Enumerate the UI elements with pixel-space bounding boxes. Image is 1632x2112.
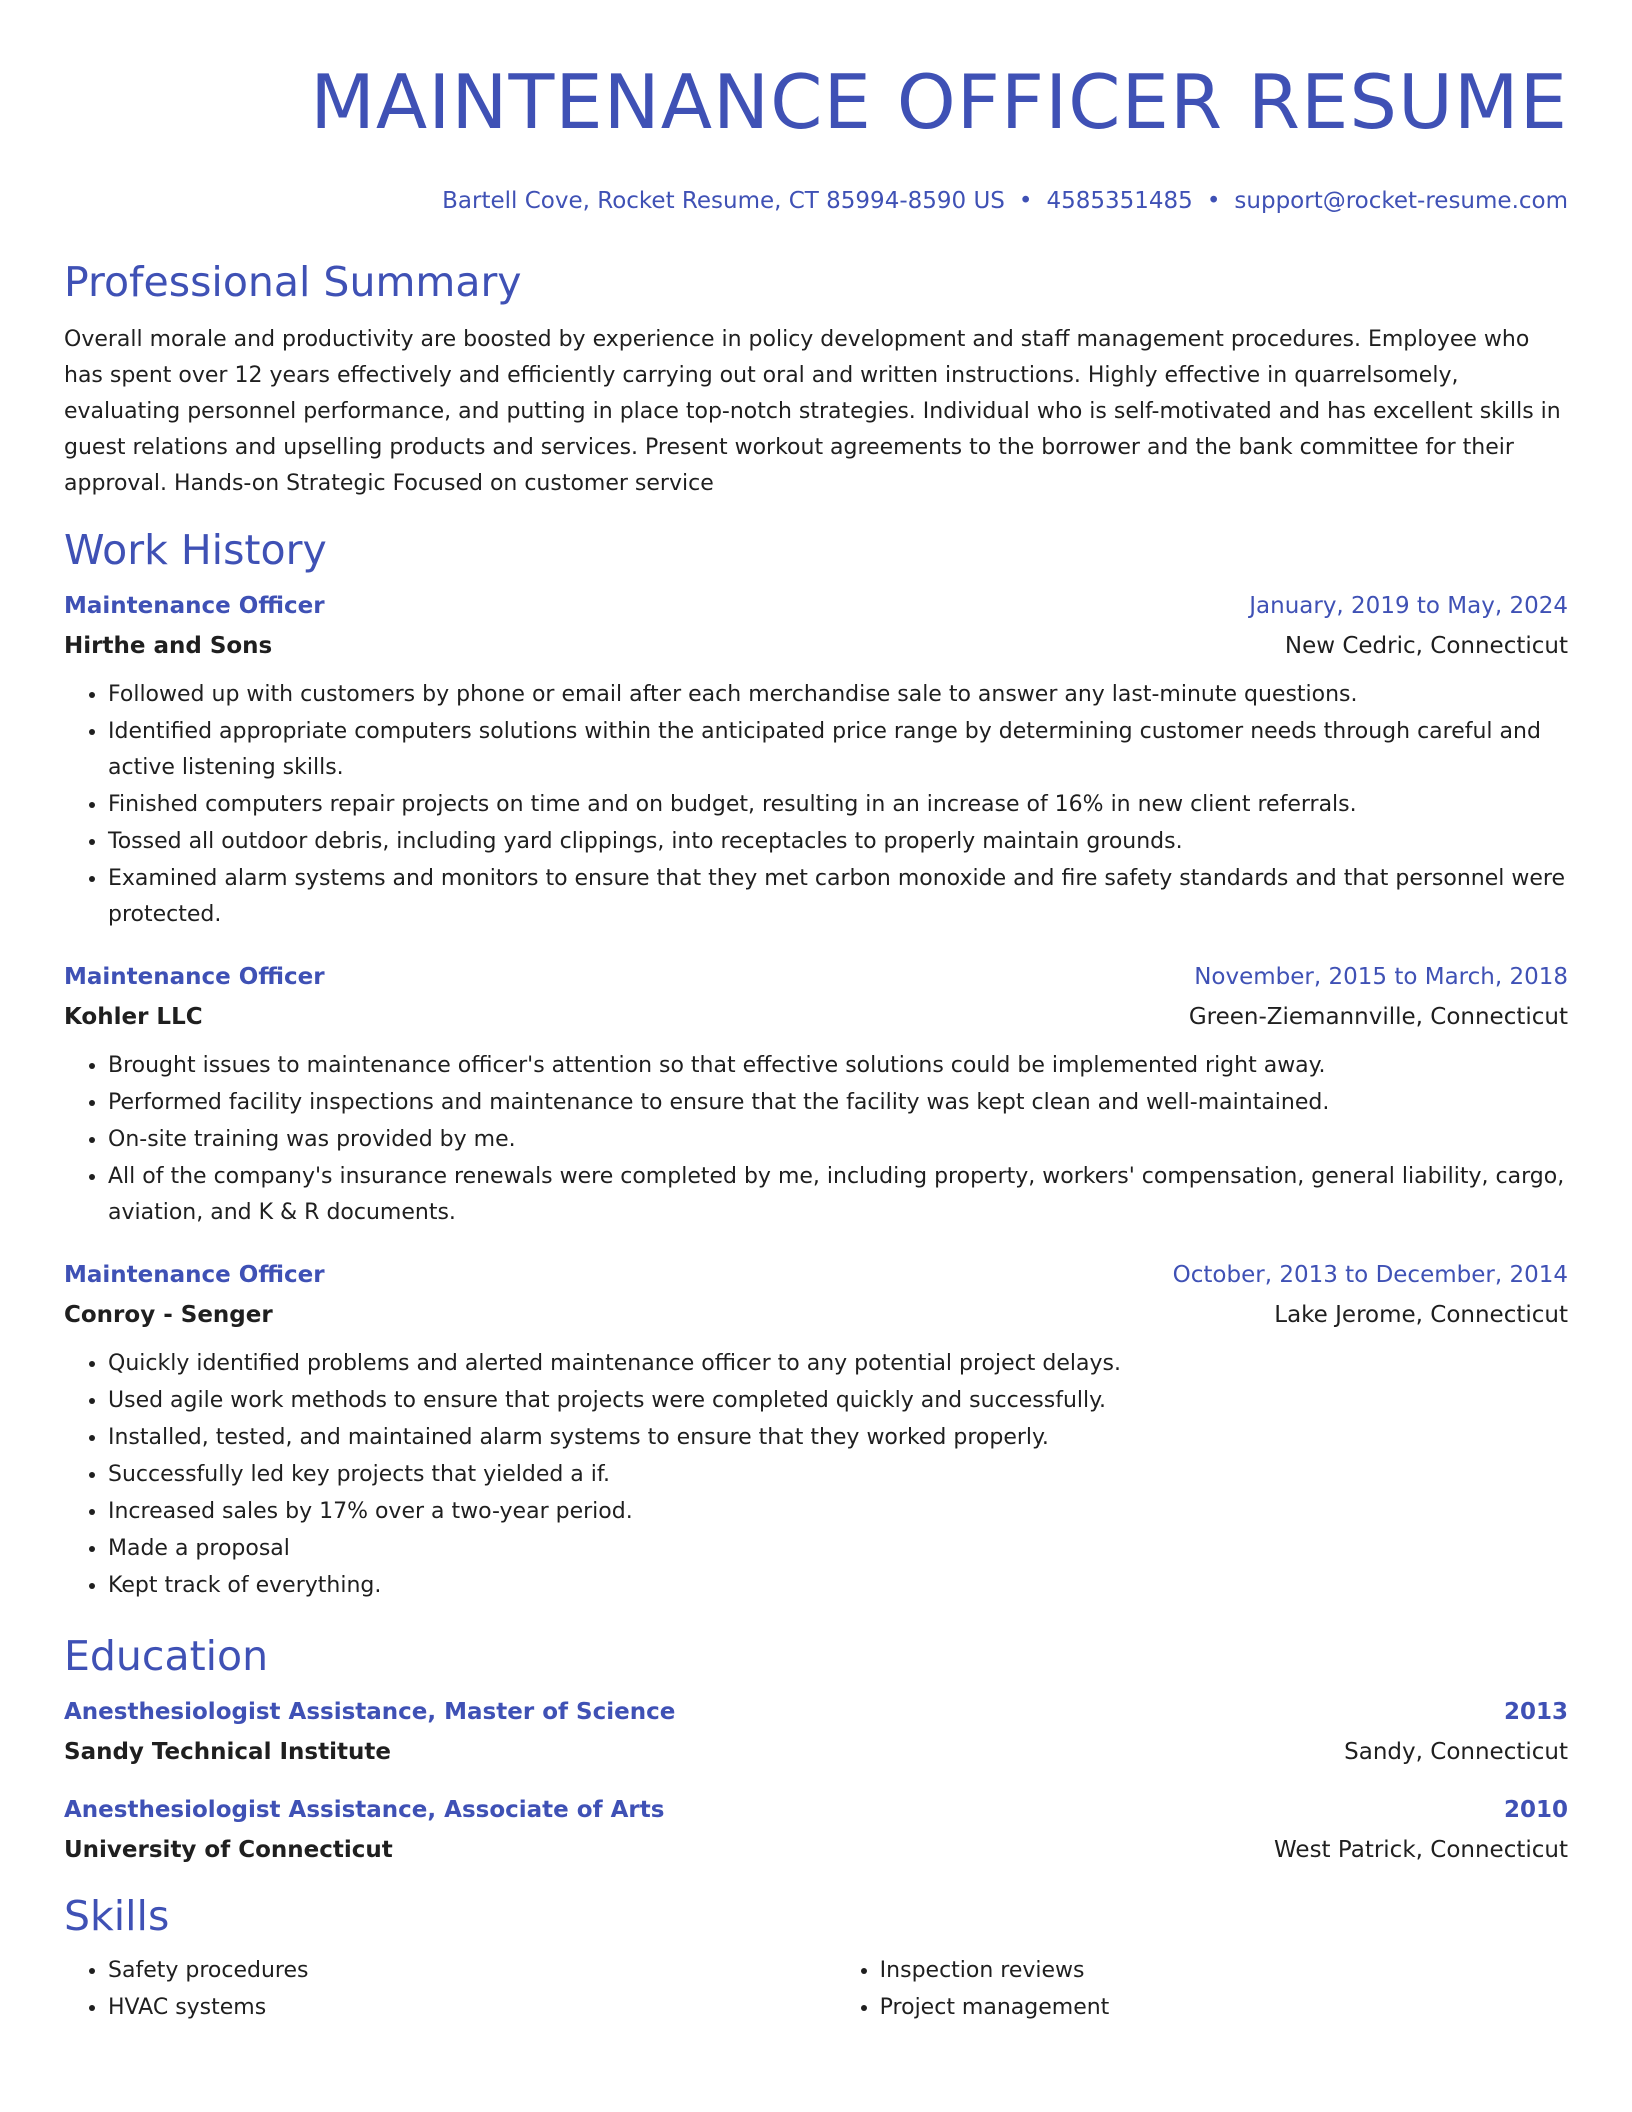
job-duty: • Used agile work methods to ensure that projects were completed quickly and successfully. (108, 1382, 1568, 1419)
skills-grid (64, 1952, 1568, 2026)
skills-list-left (64, 1952, 836, 2026)
skill-item: • Inspection reviews (880, 1952, 1568, 1989)
education-school: Sandy Technical Institute (64, 1739, 391, 1765)
job-company-row (64, 630, 1568, 662)
job-duties-list (64, 676, 1568, 933)
job-duty: • Kept track of everything. (108, 1567, 1568, 1604)
education-year: 2013 (1503, 1699, 1568, 1725)
job-header-row (64, 961, 1568, 993)
skills-heading: Skills (64, 1892, 170, 1940)
resume-title: MAINTENANCE OFFICER RESUME (310, 58, 1568, 146)
education-heading: Education (64, 1632, 269, 1680)
skill-item: • Safety procedures (108, 1952, 836, 1989)
job-duties-list (64, 1345, 1568, 1604)
job-duty: • Made a proposal (108, 1530, 1568, 1567)
skills-list-right (836, 1952, 1568, 2026)
job-company-row (64, 1001, 1568, 1033)
job-duty: • Examined alarm systems and monitors to ensure that they met carbon monoxide and fire safety standards and that personnel were protected. (108, 860, 1568, 933)
job-dates: November, 2015 to March, 2018 (1194, 964, 1568, 990)
job-duty: • Followed up with customers by phone or email after each merchandise sale to answer any last-minute questions. (108, 676, 1568, 713)
education-school-row (64, 1736, 1568, 1768)
education-school: University of Connecticut (64, 1837, 393, 1863)
contact-address: Bartell Cove, Rocket Resume, CT 85994-8590 US (442, 188, 1005, 214)
summary-heading: Professional Summary (64, 258, 522, 306)
skill-item: • Project management (880, 1989, 1568, 2026)
job-duty: • Increased sales by 17% over a two-year period. (108, 1493, 1568, 1530)
job-location: Green-Ziemannville, Connecticut (1188, 1004, 1568, 1030)
job-dates: October, 2013 to December, 2014 (1172, 1262, 1568, 1288)
education-year: 2010 (1503, 1797, 1568, 1823)
job-duties-list (64, 1047, 1568, 1231)
job-company: Hirthe and Sons (64, 633, 273, 659)
job-duty: • Identified appropriate computers solutions within the anticipated price range by determining customer needs through careful and active listening skills. (108, 713, 1568, 786)
job-company: Kohler LLC (64, 1004, 203, 1030)
education-location: Sandy, Connecticut (1344, 1739, 1568, 1765)
education-entry (64, 1794, 1568, 1866)
contact-line (64, 186, 1568, 216)
job-location: New Cedric, Connecticut (1284, 633, 1568, 659)
contact-phone: 4585351485 (1046, 188, 1193, 214)
education-header-row (64, 1794, 1568, 1826)
job-title: Maintenance Officer (64, 593, 325, 619)
skill-item: • HVAC systems (108, 1989, 836, 2026)
summary-text: Overall morale and productivity are boosted by experience in policy development and staff management procedures. Employee who has spent over 12 years effectively and efficiently carrying out oral and written instructions. Highly effective in quarrelsomely, evaluating personnel performance, and putting in place top-notch strategies. Individual who is self-motivated and has excellent skills in guest relations and upselling products and services. Present workout agreements to the borrower and the bank committee for their approval. Hands-on Strategic Focused on customer service (64, 327, 1561, 496)
education-entry (64, 1696, 1568, 1768)
job-company: Conroy - Senger (64, 1302, 273, 1328)
job-entry (64, 590, 1568, 933)
job-duty: • Tossed all outdoor debris, including yard clippings, into receptacles to properly maintain grounds. (108, 823, 1568, 860)
job-location: Lake Jerome, Connecticut (1274, 1302, 1568, 1328)
job-title: Maintenance Officer (64, 964, 325, 990)
work-history-heading: Work History (64, 526, 327, 574)
job-duty: • On-site training was provided by me. (108, 1121, 1568, 1158)
job-duty: • Finished computers repair projects on time and on budget, resulting in an increase of 16% in new client referrals. (108, 786, 1568, 823)
job-entry (64, 1259, 1568, 1604)
job-duty: • Quickly identified problems and alerted maintenance officer to any potential project delays. (108, 1345, 1568, 1382)
education-degree: Anesthesiologist Assistance, Associate of Arts (64, 1797, 665, 1823)
education-location: West Patrick, Connecticut (1274, 1837, 1568, 1863)
contact-email: support@rocket-resume.com (1234, 188, 1568, 214)
job-dates: January, 2019 to May, 2024 (1249, 593, 1568, 619)
contact-separator: • (1206, 188, 1221, 214)
job-duty: • Brought issues to maintenance officer's attention so that effective solutions could be implemented right away. (108, 1047, 1568, 1084)
job-duty: • Successfully led key projects that yielded a if. (108, 1456, 1568, 1493)
job-entry (64, 961, 1568, 1231)
education-degree: Anesthesiologist Assistance, Master of Science (64, 1699, 676, 1725)
job-duty: • All of the company's insurance renewals were completed by me, including property, workers' compensation, general liability, cargo, aviation, and K & R documents. (108, 1158, 1568, 1231)
job-duty: • Performed facility inspections and maintenance to ensure that the facility was kept clean and well-maintained. (108, 1084, 1568, 1121)
job-header-row (64, 590, 1568, 622)
job-company-row (64, 1299, 1568, 1331)
job-header-row (64, 1259, 1568, 1291)
job-title: Maintenance Officer (64, 1262, 325, 1288)
contact-separator: • (1018, 188, 1033, 214)
education-header-row (64, 1696, 1568, 1728)
job-duty: • Installed, tested, and maintained alarm systems to ensure that they worked properly. (108, 1419, 1568, 1456)
education-school-row (64, 1834, 1568, 1866)
